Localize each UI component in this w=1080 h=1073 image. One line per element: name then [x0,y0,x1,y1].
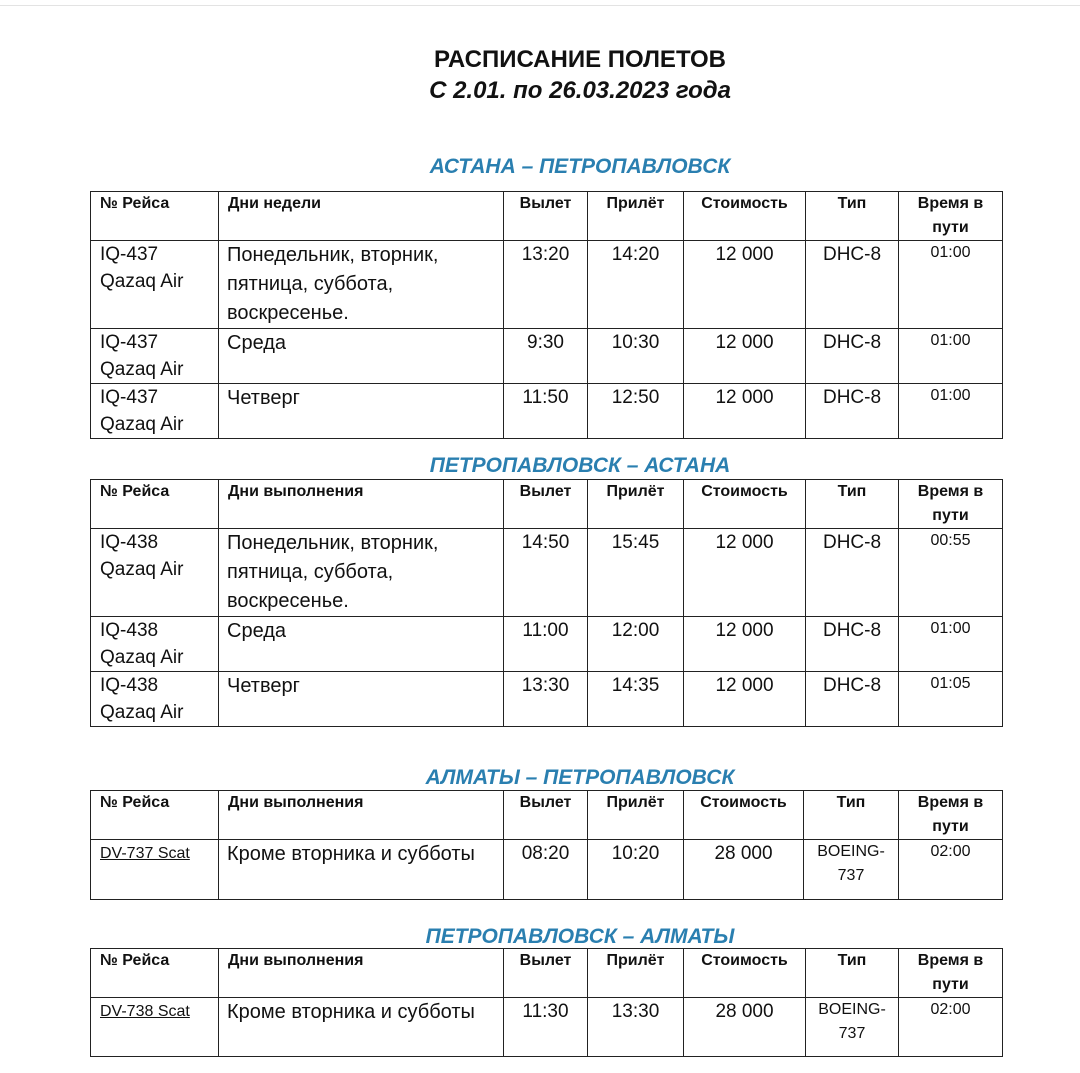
table-header-row [91,192,1003,241]
aircraft-type-line: BOEING- [817,843,885,860]
duration-cell: 01:05 [899,672,1003,727]
departure-cell: 13:20 [504,241,588,329]
route-heading: АСТАНА – ПЕТРОПАВЛОВСК [429,155,731,178]
page-subtitle: С 2.01. по 26.03.2023 года [429,77,731,104]
flight-number: IQ-437 [100,387,159,408]
flight-cell [91,329,219,384]
price-cell: 12 000 [684,529,806,617]
arrival-cell: 15:45 [588,529,684,617]
departure-cell: 13:30 [504,672,588,727]
table-row [91,998,1003,1057]
days-cell: Среда [219,329,504,384]
departure-cell: 11:50 [504,384,588,439]
aircraft-type-cell: DHC-8 [806,384,899,439]
header-duration: Время в пути [899,480,1003,529]
duration-cell: 02:00 [899,998,1003,1057]
days-cell: Среда [219,617,504,672]
header-price: Стоимость [684,192,806,241]
flight-cell [91,384,219,439]
airline-name: Qazaq Air [100,702,184,723]
aircraft-type-cell [804,840,899,900]
airline-name: Qazaq Air [100,559,184,580]
table-header-row [91,791,1003,840]
price-cell: 28 000 [684,998,806,1057]
arrival-cell: 12:00 [588,617,684,672]
flight-number: IQ-438 [100,532,159,553]
schedule-table [90,790,1003,900]
header-price: Стоимость [684,949,806,998]
header-departure: Вылет [504,192,588,241]
table-header-row [91,480,1003,529]
header-duration: Время в пути [899,791,1003,840]
route-heading: ПЕТРОПАВЛОВСК – АЛМАТЫ [425,925,735,948]
header-days: Дни выполнения [219,949,504,998]
table-row [91,329,1003,384]
table-row [91,840,1003,900]
price-cell: 12 000 [684,241,806,329]
table-row [91,241,1003,329]
days-cell: Понедельник, вторник, пятница, суббота, воскресенье. [219,529,504,617]
days-cell: Кроме вторника и субботы [219,840,504,900]
route-heading: АЛМАТЫ – ПЕТРОПАВЛОВСК [425,766,735,789]
header-type: Тип [804,791,899,840]
departure-cell: 14:50 [504,529,588,617]
aircraft-type-line: BOEING- [818,1001,886,1018]
duration-cell: 01:00 [899,617,1003,672]
departure-cell: 08:20 [504,840,588,900]
flight-number: IQ-437 [100,244,159,265]
page-title: РАСПИСАНИЕ ПОЛЕТОВ [433,46,727,73]
header-price: Стоимость [684,791,804,840]
arrival-cell: 10:20 [588,840,684,900]
header-arrival: Прилёт [588,949,684,998]
top-divider [0,5,1080,6]
airline-name: Qazaq Air [100,647,184,668]
flight-number-link[interactable]: DV-737 Scat [100,845,190,862]
arrival-cell: 14:35 [588,672,684,727]
arrival-cell: 14:20 [588,241,684,329]
schedule-table [90,479,1003,727]
days-cell: Кроме вторника и субботы [219,998,504,1057]
header-days: Дни выполнения [219,791,504,840]
route-heading: ПЕТРОПАВЛОВСК – АСТАНА [429,454,731,477]
header-type: Тип [806,192,899,241]
aircraft-type-cell [806,998,899,1057]
header-departure: Вылет [504,949,588,998]
duration-cell: 01:00 [899,241,1003,329]
flight-number: IQ-437 [100,332,159,353]
schedule-table [90,948,1003,1057]
header-arrival: Прилёт [588,192,684,241]
price-cell: 28 000 [684,840,804,900]
header-arrival: Прилёт [588,791,684,840]
header-days: Дни недели [219,192,504,241]
table-row [91,529,1003,617]
arrival-cell: 12:50 [588,384,684,439]
arrival-cell: 13:30 [588,998,684,1057]
aircraft-type-line: 737 [838,1025,866,1042]
schedule-table [90,191,1003,439]
flight-cell [91,672,219,727]
flight-number-link[interactable]: DV-738 Scat [100,1003,190,1020]
price-cell: 12 000 [684,617,806,672]
price-cell: 12 000 [684,329,806,384]
aircraft-type-cell: DHC-8 [806,529,899,617]
table-row [91,672,1003,727]
duration-cell: 02:00 [899,840,1003,900]
table-header-row [91,949,1003,998]
duration-cell: 01:00 [899,329,1003,384]
aircraft-type-line: 737 [837,867,865,884]
header-price: Стоимость [684,480,806,529]
aircraft-type-cell: DHC-8 [806,617,899,672]
flight-number: IQ-438 [100,620,159,641]
header-flight: № Рейса [91,192,219,241]
airline-name: Qazaq Air [100,359,184,380]
header-flight: № Рейса [91,480,219,529]
arrival-cell: 10:30 [588,329,684,384]
price-cell: 12 000 [684,384,806,439]
duration-cell: 00:55 [899,529,1003,617]
header-duration: Время в пути [899,192,1003,241]
days-cell: Четверг [219,672,504,727]
departure-cell: 9:30 [504,329,588,384]
header-type: Тип [806,949,899,998]
airline-name: Qazaq Air [100,414,184,435]
header-type: Тип [806,480,899,529]
header-departure: Вылет [504,791,588,840]
flight-number: IQ-438 [100,675,159,696]
header-departure: Вылет [504,480,588,529]
flight-cell [91,241,219,329]
header-arrival: Прилёт [588,480,684,529]
header-days: Дни выполнения [219,480,504,529]
header-flight: № Рейса [91,949,219,998]
days-cell: Четверг [219,384,504,439]
table-row [91,617,1003,672]
aircraft-type-cell: DHC-8 [806,329,899,384]
days-cell: Понедельник, вторник, пятница, суббота, воскресенье. [219,241,504,329]
table-row [91,384,1003,439]
flight-cell [91,998,219,1057]
flight-cell [91,529,219,617]
aircraft-type-cell: DHC-8 [806,241,899,329]
price-cell: 12 000 [684,672,806,727]
departure-cell: 11:00 [504,617,588,672]
airline-name: Qazaq Air [100,271,184,292]
header-duration: Время в пути [899,949,1003,998]
duration-cell: 01:00 [899,384,1003,439]
header-flight: № Рейса [91,791,219,840]
flight-cell [91,840,219,900]
aircraft-type-cell: DHC-8 [806,672,899,727]
flight-cell [91,617,219,672]
departure-cell: 11:30 [504,998,588,1057]
